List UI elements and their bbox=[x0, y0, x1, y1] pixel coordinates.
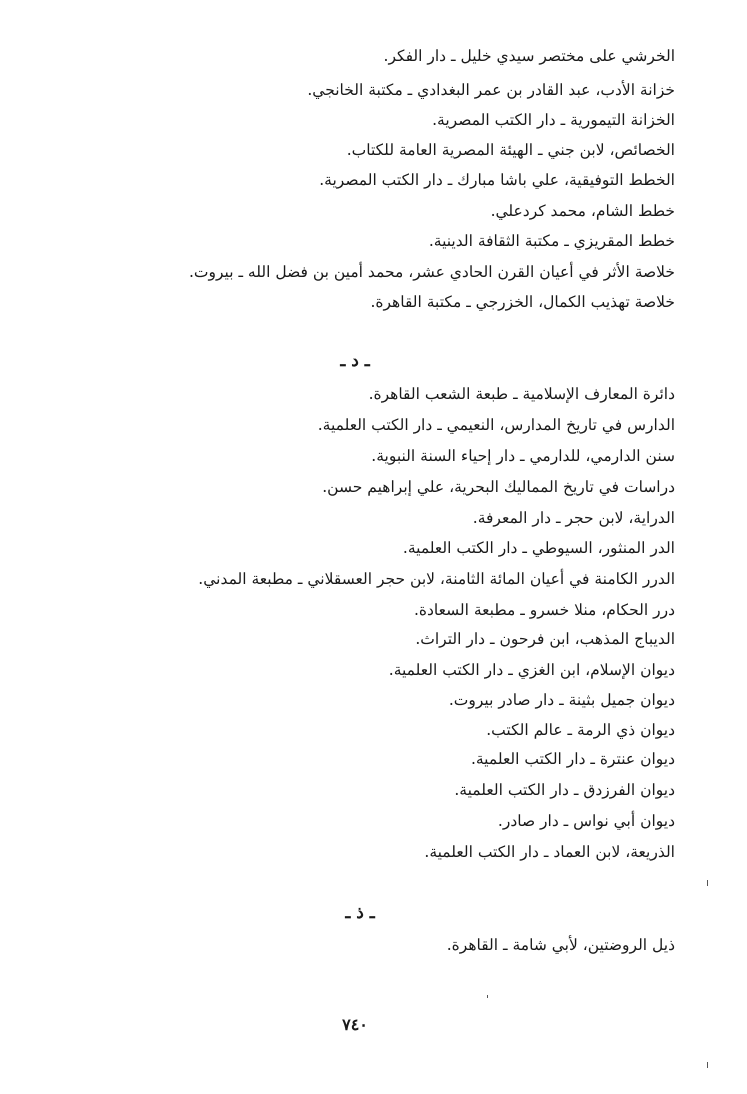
section-heading-dal: ـ د ـ bbox=[340, 351, 370, 371]
reference-entry: خزانة الأدب، عبد القادر بن عمر البغدادي ـ مكتبة الخانجي. bbox=[307, 81, 675, 99]
reference-entry: ديوان عنترة ـ دار الكتب العلمية. bbox=[470, 750, 675, 768]
reference-entry: الدراية، لابن حجر ـ دار المعرفة. bbox=[472, 509, 675, 527]
reference-entry: الخرشي على مختصر سيدي خليل ـ دار الفكر. bbox=[383, 47, 675, 65]
section-heading-dhal: ـ ذ ـ bbox=[345, 903, 375, 923]
reference-entry: الديباج المذهب، ابن فرحون ـ دار التراث. bbox=[415, 630, 675, 648]
reference-entry: دائرة المعارف الإسلامية ـ طبعة الشعب القاهرة. bbox=[368, 385, 675, 403]
reference-entry: سنن الدارمي، للدارمي ـ دار إحياء السنة النبوية. bbox=[371, 447, 675, 465]
reference-entry: ديوان ذي الرمة ـ عالم الكتب. bbox=[486, 721, 675, 739]
reference-entry: خطط الشام، محمد كردعلي. bbox=[490, 202, 675, 220]
reference-entry: الخصائص، لابن جني ـ الهيئة المصرية العامة للكتاب. bbox=[346, 141, 675, 159]
reference-entry: ديوان أبي نواس ـ دار صادر. bbox=[497, 812, 675, 830]
scan-speck bbox=[707, 1062, 708, 1068]
reference-entry: الدرر الكامنة في أعيان المائة الثامنة، لابن حجر العسقلاني ـ مطبعة المدني. bbox=[198, 570, 675, 588]
page-number: ٧٤٠ bbox=[342, 1015, 368, 1034]
reference-entry: الخزانة التيمورية ـ دار الكتب المصرية. bbox=[432, 111, 675, 129]
reference-entry: الخطط التوفيقية، علي باشا مبارك ـ دار الكتب المصرية. bbox=[319, 171, 675, 189]
reference-entry: خطط المقريزي ـ مكتبة الثقافة الدينية. bbox=[428, 232, 675, 250]
reference-entry: الدر المنثور، السيوطي ـ دار الكتب العلمية. bbox=[402, 539, 675, 557]
reference-entry: ديوان جميل بثينة ـ دار صادر بيروت. bbox=[448, 691, 675, 709]
reference-entry: ذيل الروضتين، لأبي شامة ـ القاهرة. bbox=[446, 936, 675, 954]
reference-entry: درر الحكام، منلا خسرو ـ مطبعة السعادة. bbox=[413, 601, 675, 619]
reference-entry: الدارس في تاريخ المدارس، النعيمي ـ دار الكتب العلمية. bbox=[317, 416, 675, 434]
scan-speck bbox=[707, 880, 708, 886]
reference-entry: دراسات في تاريخ المماليك البحرية، علي إبراهيم حسن. bbox=[322, 478, 675, 496]
reference-entry: خلاصة الأثر في أعيان القرن الحادي عشر، محمد أمين بن فضل الله ـ بيروت. bbox=[188, 263, 675, 281]
reference-entry: خلاصة تهذيب الكمال، الخزرجي ـ مكتبة القاهرة. bbox=[370, 293, 675, 311]
reference-entry: الذريعة، لابن العماد ـ دار الكتب العلمية. bbox=[424, 843, 675, 861]
reference-entry: ديوان الفرزدق ـ دار الكتب العلمية. bbox=[454, 781, 675, 799]
scan-speck bbox=[487, 995, 488, 998]
reference-entry: ديوان الإسلام، ابن الغزي ـ دار الكتب العلمية. bbox=[388, 661, 675, 679]
